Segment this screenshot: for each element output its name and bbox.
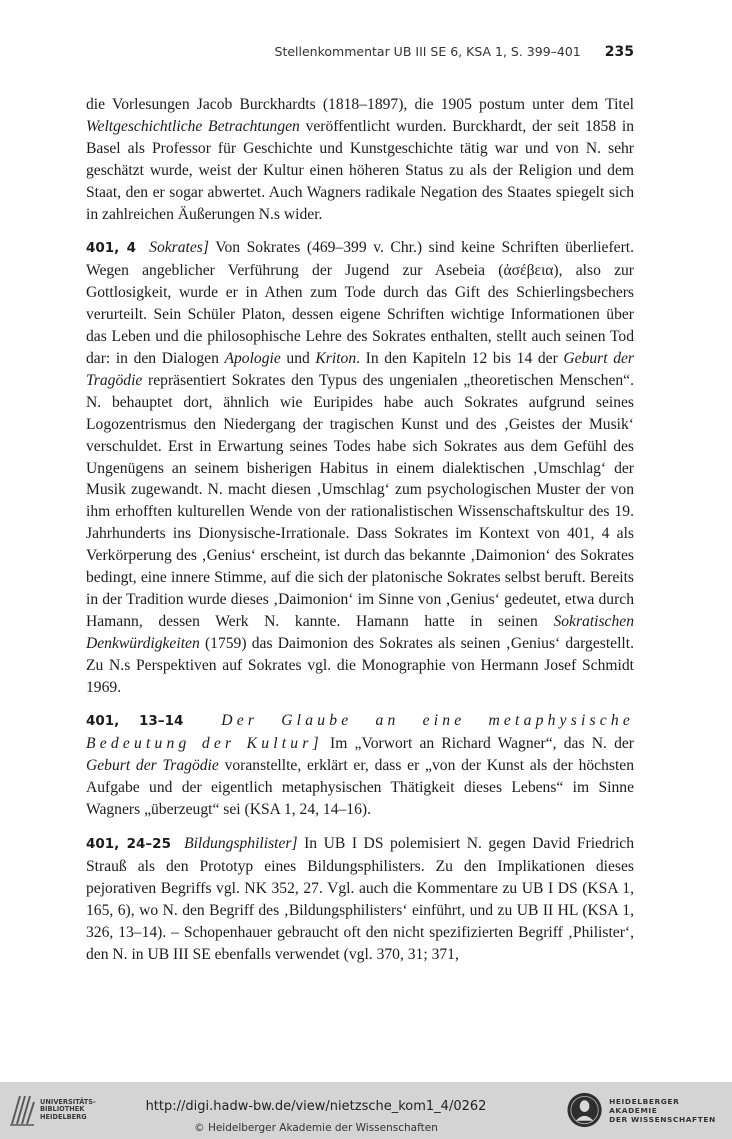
line-reference: 401, 24–25 xyxy=(86,836,171,852)
line-reference: 401, 13–14 xyxy=(86,713,184,730)
lemma: Bildungsphilister] xyxy=(184,835,298,852)
lemma: Sokrates] xyxy=(149,239,209,257)
academy-name-line: HEIDELBERGER AKADEMIE xyxy=(609,1096,680,1115)
running-head xyxy=(86,44,634,60)
book-title: Geburt der Tragödie xyxy=(86,757,219,775)
book-title: Kriton xyxy=(315,349,357,367)
copyright-notice: © Heidelberger Akademie der Wissenschaften xyxy=(194,1122,438,1134)
commentary-text xyxy=(86,94,634,977)
lemma: Der Glaube an eine metaphysische Bedeutung der Kultur] xyxy=(86,712,635,753)
book-title: Sokratischen Denkwürdigkeiten xyxy=(86,612,634,652)
text-run: veröffentlicht wurden. Burckhardt, der seit 1858 in Basel als Professor für Geschichte und Kunstgeschichte tätig war und von N. sehr geschätzt wurde, weist der Kultur einen höheren Status zu als der Religion und dem Staat, den er sogar abwertet. Auch Wagners radikale Negation des Staates spiegelt sich in zahlreichen Äußerungen N.s wider. xyxy=(86,117,634,223)
library-name xyxy=(40,1099,96,1122)
library-emblem-icon xyxy=(8,1092,36,1128)
entry-metaphysische-bedeutung xyxy=(86,710,634,821)
library-name-line: BIBLIOTHEK xyxy=(40,1105,85,1114)
text-run: Von Sokrates (469–399 v. Chr.) sind keine Schriften überliefert. Wegen angeblicher Verführung der Jugend zur Asebeia (ἀσέβεια), also zur Gottlosigkeit, wurde er in Athen zum Tode durch das Gift des Schierlingsbechers verurteilt. Sein Schüler Platon, dessen eigene Schriften wichtige Informationen über das Leben und die philosophische Lehre des Sokrates enthalten, stellt auch seinen Tod dar: in den Dialogen xyxy=(86,239,635,367)
text-run: und xyxy=(280,349,316,367)
running-title: Stellenkommentar UB III SE 6, KSA 1, S. 399–401 xyxy=(274,44,581,59)
library-name-line: UNIVERSITÄTS- xyxy=(40,1097,96,1106)
text-run: voranstellte, erklärt er, dass er „von der Kunst als der höchsten Aufgabe und der eigentlich metaphysischen Thätigkeit dieses Lebens“ im Sinne Wagners „überzeugt“ sei (KSA 1, 24, 14–16). xyxy=(86,757,634,819)
book-title: Geburt der Tragödie xyxy=(86,349,634,389)
book-title: Weltgeschichtliche Betrachtungen xyxy=(86,117,300,135)
text-run: Im „Vorwort an Richard Wagner“, das N. der xyxy=(322,735,634,753)
text-run: die Vorlesungen Jacob Burckhardts (1818–1897), die 1905 postum unter dem Titel xyxy=(86,96,634,113)
digitization-footer xyxy=(0,1082,732,1139)
academy-name-line: DER WISSENSCHAFTEN xyxy=(609,1114,716,1124)
text-run: repräsentiert Sokrates den Typus des ungenialen „theoretischen Menschen“. N. behauptet dort, ähnlich wie Euripides habe auch Sokrates aufgrund seines Logozentrismus den Niedergang der tragischen Kunst und des ‚Geistes der Musik‘ verschuldet. Erst in Erwartung seines Todes habe sich Sokrates aus dem Gefühl des Ungenügens an seinem bisherigen Habitus in einem dialektischen ‚Umschlag‘ der Musik zugewandt. N. macht diesen ‚Umschlag‘ zum psychologischen Muster der von ihm erhofften kulturellen Wende von der rationalistischen Wissenschaftskultur des 19. Jahrhunderts ins Dionysische-Irrationale. Dass Sokrates im Kontext von 401, 4 als Verkörperung des ‚Genius‘ erscheint, ist durch das bekannte ‚Daimonion‘ des Sokrates bedingt, eine innere Stimme, auf die sich der platonische Sokrates selbst beruft. Bereits in der Tradition wurde dieses ‚Daimonion‘ im Sinne von ‚Genius‘ gedeutet, etwa durch Hamann, dessen Werk N. kannte. Hamann hatte in seinen xyxy=(86,371,634,630)
permalink-url[interactable]: http://digi.hadw-bw.de/view/nietzsche_kom1_4/0262 xyxy=(145,1099,487,1114)
entry-bildungsphilister xyxy=(86,833,634,965)
paragraph-burckhardt xyxy=(86,94,634,225)
academy-seal-icon xyxy=(566,1091,603,1129)
library-name-line: HEIDELBERG xyxy=(40,1112,87,1121)
book-title: Apologie xyxy=(224,349,281,367)
page-number: 235 xyxy=(604,44,634,60)
academy-logo[interactable] xyxy=(566,1088,728,1132)
academy-name xyxy=(609,1097,728,1124)
text-run: In UB I DS polemisiert N. gegen David Friedrich Strauß als den Prototyp eines Bildungsphilisters. Zu den Implikationen dieses pejorativen Begriffs vgl. NK 352, 27. Vgl. auch die Kommentare zu UB I DS (KSA 1, 165, 6), wo N. den Begriff des ‚Bildungsphilisters‘ einführt, und zu UB II HL (KSA 1, 326, 13–14). – Schopenhauer gebraucht oft den nicht spezifizierten Begriff ‚Philister‘, den N. in UB III SE ebenfalls verwendet (vgl. 370, 31; 371, xyxy=(86,835,634,963)
text-run: . In den Kapiteln 12 bis 14 der xyxy=(356,349,564,367)
line-reference: 401, 4 xyxy=(86,240,137,257)
university-library-logo[interactable] xyxy=(8,1088,108,1132)
entry-sokrates xyxy=(86,237,634,698)
text-run: (1759) das Daimonion des Sokrates als seinen ‚Genius‘ dargestellt. Zu N.s Perspektiven auf Sokrates vgl. die Monographie von Hermann Josef Schmidt 1969. xyxy=(86,634,634,696)
